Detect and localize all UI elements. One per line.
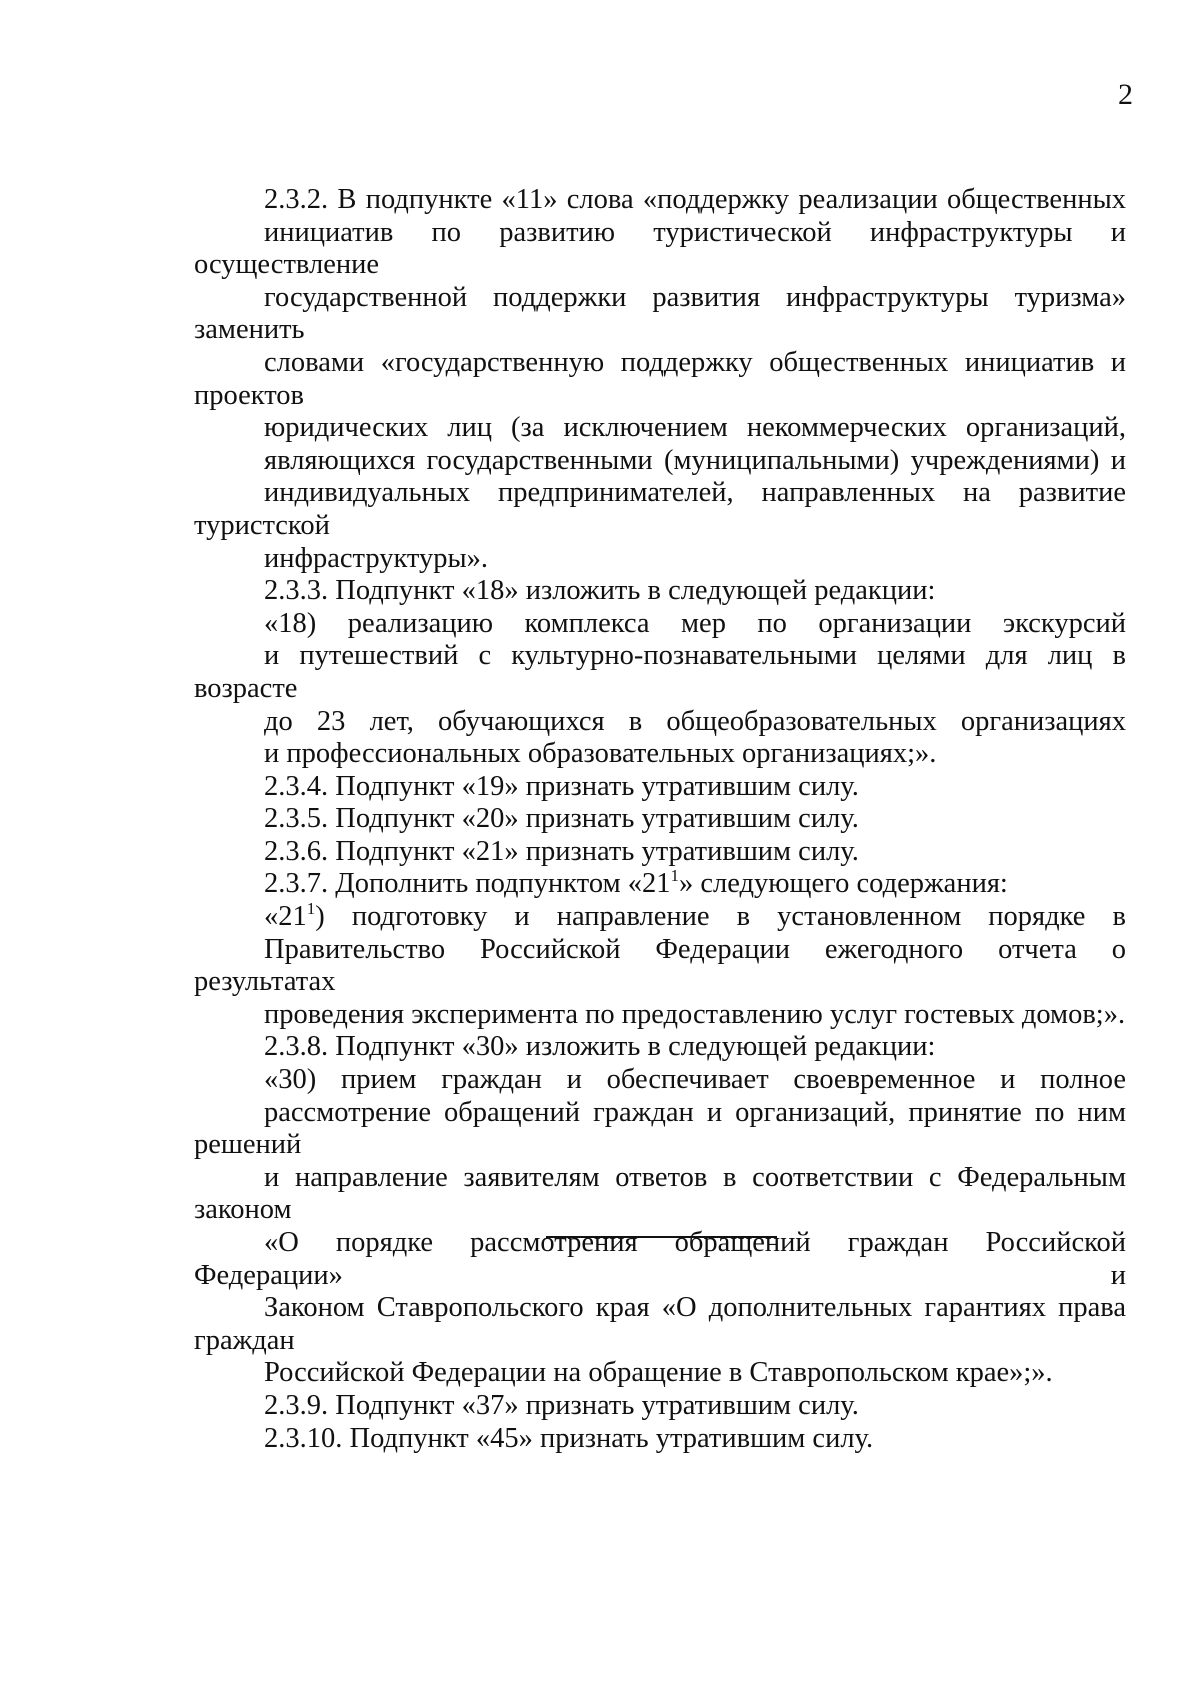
paragraph-p-21-1-text — [194, 901, 1126, 1031]
text-line: юридических лиц (за исключением некоммерческих организаций, — [264, 412, 1126, 444]
text-line: словами «государственную поддержку общественных инициатив и проектов — [194, 346, 1126, 411]
text-line: являющихся государственными (муниципальными) учреждениями) и — [264, 444, 1126, 476]
paragraph-p-30-text — [194, 1064, 1126, 1390]
end-of-text-rule — [546, 1236, 777, 1238]
text-line: индивидуальных предпринимателей, направленных на развитие туристской — [194, 477, 1126, 541]
superscript: 1 — [306, 899, 316, 919]
text-line: до 23 лет, обучающихся в общеобразовательных организациях — [264, 705, 1126, 737]
paragraph-p-2-3-9 — [194, 1390, 1126, 1423]
text-line: Правительство Российской Федерации ежегодного отчета о результатах — [194, 933, 1126, 998]
paragraph-p-2-3-8 — [194, 1031, 1126, 1064]
text-line: 2.3.4. Подпункт «19» признать утратившим силу. — [264, 770, 859, 802]
text-line: инфраструктуры». — [264, 542, 489, 574]
text-line: 2.3.10. Подпункт «45» признать утратившим силу. — [264, 1422, 874, 1454]
text-run: ) подготовку и направление в установленном порядке в — [315, 901, 1126, 933]
text-line: и направление заявителям ответов в соответствии с Федеральным законом — [194, 1161, 1126, 1226]
paragraph-p-18-text — [194, 608, 1126, 771]
text-line: 2.3.9. Подпункт «37» признать утратившим силу. — [264, 1389, 859, 1421]
superscript: 1 — [670, 866, 679, 886]
text-line: Законом Ставропольского края «О дополнительных гарантиях права граждан — [194, 1292, 1126, 1356]
text-line: 2.3.5. Подпункт «20» признать утратившим силу. — [264, 803, 859, 835]
text-run: » следующего содержания: — [678, 868, 1008, 900]
text-line — [194, 901, 1126, 934]
paragraph-p-2-3-7 — [194, 868, 1126, 901]
text-line: 2.3.2. В подпункте «11» слова «поддержку реализации общественных — [264, 184, 1126, 215]
paragraph-p-2-3-3 — [194, 575, 1126, 608]
text-line: 2.3.3. Подпункт «18» изложить в следующей редакции: — [264, 575, 936, 607]
text-line: Российской Федерации на обращение в Ставропольском крае»;». — [264, 1357, 1053, 1389]
text-run: 2.3.7. Дополнить подпунктом «21 — [264, 868, 671, 900]
paragraph-p-2-3-5 — [194, 803, 1126, 836]
text-line: «30) прием граждан и обеспечивает своевременное и полное — [264, 1064, 1126, 1096]
paragraph-p-2-3-6 — [194, 836, 1126, 869]
text-run: «21 — [264, 901, 307, 933]
text-line: и путешествий с культурно-познавательными целями для лиц в возрасте — [194, 640, 1126, 704]
text-line: инициатив по развитию туристической инфраструктуры и осуществление — [194, 216, 1126, 281]
paragraph-p-2-3-2 — [194, 184, 1126, 575]
text-line: проведения эксперимента по предоставлению услуг гостевых домов;». — [264, 998, 1126, 1030]
text-line: «О порядке рассмотрения обращений граждан Российской Федерации» и — [194, 1227, 1126, 1291]
text-line: рассмотрение обращений граждан и организаций, принятие по ним решений — [194, 1096, 1126, 1161]
page-number: 2 — [1118, 78, 1133, 111]
text-line: 2.3.8. Подпункт «30» изложить в следующей редакции: — [264, 1031, 936, 1063]
text-line: «18) реализацию комплекса мер по организации экскурсий — [264, 607, 1126, 639]
text-line: и профессиональных образовательных организациях;». — [264, 738, 937, 770]
text-line — [194, 868, 1126, 901]
text-line: государственной поддержки развития инфраструктуры туризма» заменить — [194, 281, 1126, 346]
paragraph-p-2-3-10 — [194, 1423, 1126, 1456]
paragraph-p-2-3-4 — [194, 771, 1126, 804]
text-line: 2.3.6. Подпункт «21» признать утратившим силу. — [264, 835, 859, 867]
document-body — [194, 184, 1126, 1455]
